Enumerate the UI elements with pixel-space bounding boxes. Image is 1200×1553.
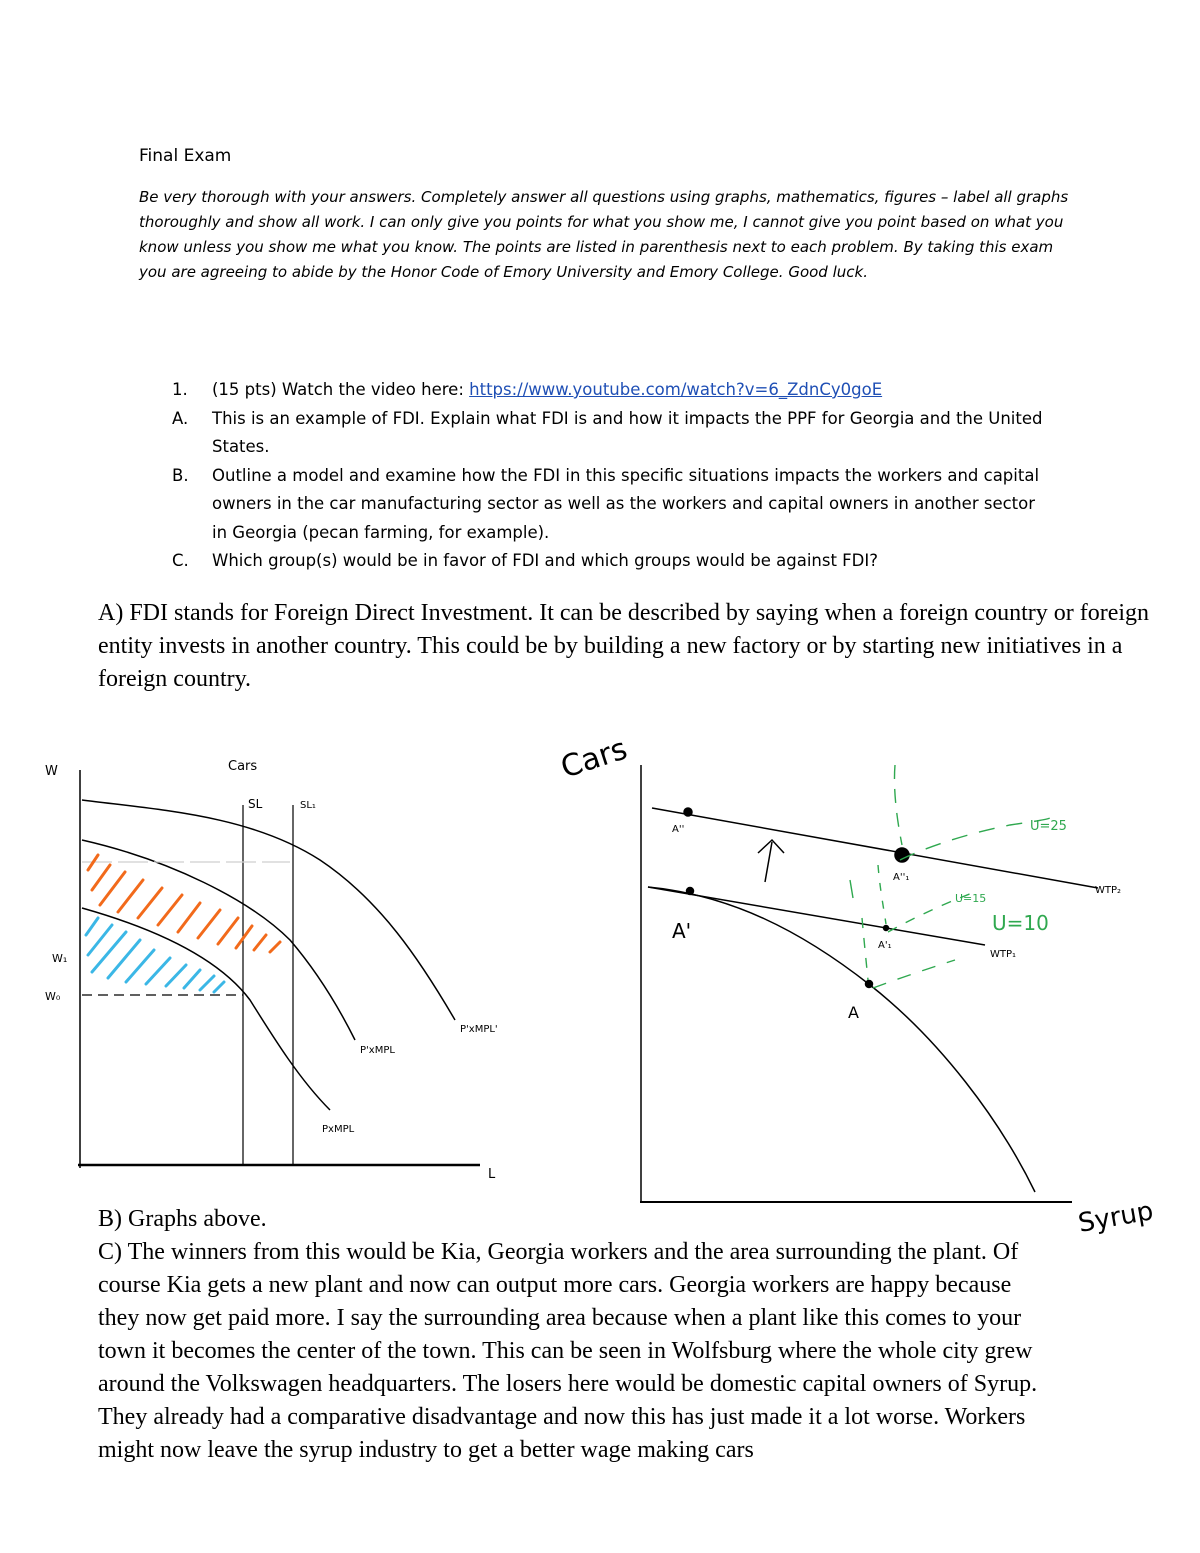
question-text: This is an example of FDI. Explain what FDI is and how it impacts the PPF for Georgia and the United States. [212, 408, 1043, 456]
sl1-label: SL₁ [300, 800, 316, 811]
label-u10: U=10 [992, 911, 1049, 935]
label-a-double-prime-1: A''₁ [893, 872, 910, 883]
exam-title: Final Exam [139, 146, 232, 166]
shift-up-arrow [758, 840, 784, 882]
p-prime-mpl-label: P'xMPL [360, 1045, 395, 1056]
right-graph-labels [557, 732, 1156, 1239]
ppf-curve [648, 887, 1035, 1192]
point-a-double-prime-1 [895, 848, 909, 862]
question-marker: B. [172, 465, 189, 485]
curve-p-prime-mpl [82, 840, 355, 1040]
label-a-prime-1: A'₁ [878, 940, 892, 951]
orange-hatching [88, 855, 280, 952]
label-wtp1: WTP₁ [990, 949, 1017, 960]
point-a-double-prime [684, 808, 692, 816]
right-x-axis-label: Syrup [1076, 1196, 1156, 1239]
label-u25: U=25 [1030, 819, 1067, 834]
label-wtp2: WTP₂ [1095, 885, 1122, 896]
answer-b: B) Graphs above. [98, 1206, 267, 1232]
question-marker: 1. [172, 380, 188, 399]
left-graph-title: Cars [228, 759, 258, 774]
question-marker: A. [172, 408, 189, 428]
point-a-prime-1 [884, 926, 889, 931]
exam-instructions: Be very thorough with your answers. Completely answer all questions using graphs, mathematics, figures – label all graphs thoroughly and show all work. I can only give you points for what you show me, I cannot give you point based on what you know unless you show me what you know. The points are listed in parenthesis next to each problem. By taking this exam you are agreeing to abide by the Honor Code of Emory University and Emory College. Good luck. [139, 188, 1069, 281]
point-a-prime [687, 888, 694, 895]
question-text: Outline a model and examine how the FDI in this specific situations impacts the workers and capital owners in the car manufacturing sector as well as the workers and capital owners in another sector in Georgia (pecan farming, for example). [212, 465, 1040, 542]
label-u15: U=15 [955, 892, 987, 905]
p-mpl-label: PxMPL [322, 1124, 355, 1135]
left-x-axis-label: L [488, 1167, 496, 1182]
curve-p-prime-mpl-prime [82, 800, 455, 1020]
answer-c: C) The winners from this would be Kia, Georgia workers and the area surrounding the plant. Of course Kia gets a new plant and now can output more cars. Georgia workers are happy because they now get paid more. I say the surrounding area because when a plant like this comes to your town it becomes the center of the town. This can be seen in Wolfsburg where the whole city grew around the Volkswagen headquarters. The losers here would be domestic capital owners of Syrup. They already had a comparative disadvantage and now this has just made it a lot worse. Workers might now leave the syrup industry to get a better wage making cars [98, 1239, 1038, 1463]
answer-a: A) FDI stands for Foreign Direct Investment. It can be described by saying when a foreign country or foreign entity invests in another country. This could be by building a new factory or by starting new initiatives in a foreign country. [98, 600, 1150, 692]
sl-label: SL [248, 797, 263, 811]
p-prime-mpl-prime-label: P'xMPL' [460, 1024, 498, 1035]
question-text: Which group(s) would be in favor of FDI and which groups would be against FDI? [212, 551, 878, 570]
w1-label: W₁ [52, 952, 68, 965]
w0-label: W₀ [45, 990, 61, 1003]
point-a [866, 981, 873, 988]
label-a-prime: A' [672, 919, 692, 943]
label-a: A [848, 1003, 859, 1022]
label-a-double-prime: A'' [672, 824, 685, 835]
video-link[interactable]: https://www.youtube.com/watch?v=6_ZdnCy0goE [469, 380, 883, 399]
green-indifference-marks [850, 765, 1050, 988]
right-y-axis-label: Cars [556, 731, 632, 786]
question-marker: C. [172, 551, 189, 570]
left-y-axis-label: W [45, 764, 58, 779]
left-labor-market-graph [78, 770, 480, 1168]
question-text: (15 pts) Watch the video here: [212, 380, 470, 399]
